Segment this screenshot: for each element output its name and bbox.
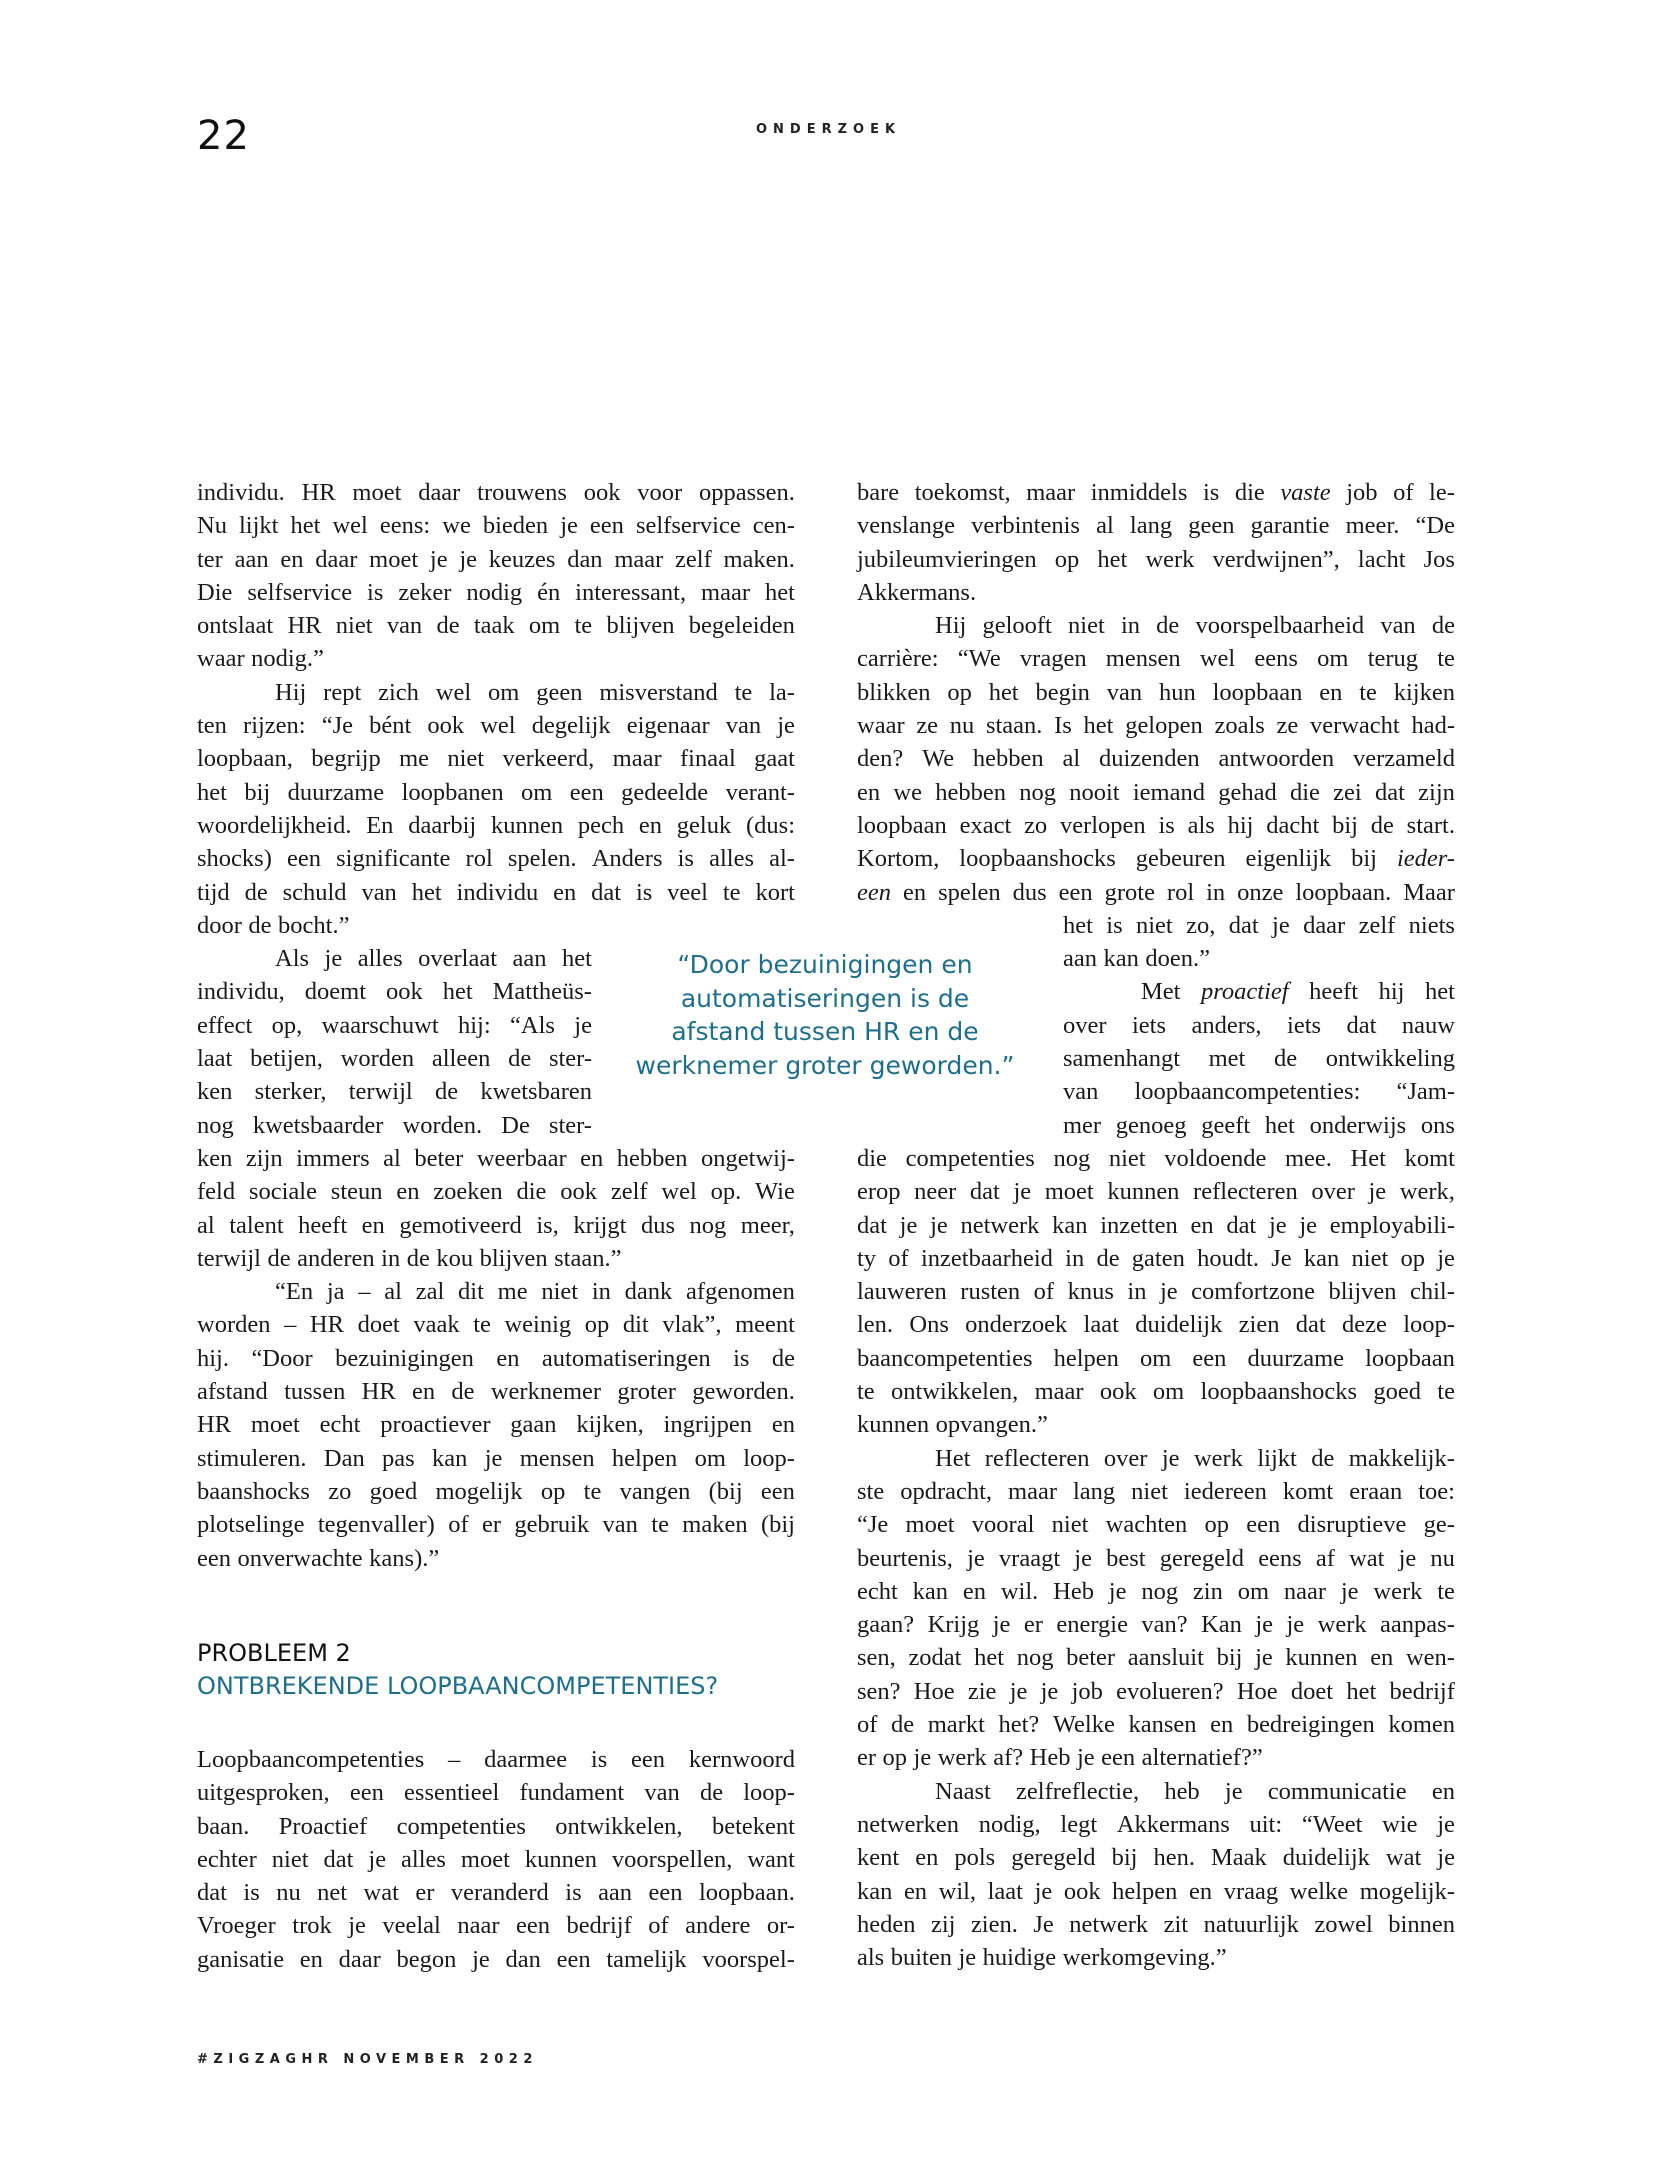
body-text-line: loopbaan, begrijp me niet verkeerd, maar finaal gaat bbox=[197, 745, 795, 772]
body-text-line: individu, doemt ook het Mattheüs- bbox=[197, 978, 592, 1005]
body-text-line: dat is nu net wat er veranderd is aan een loopbaan. bbox=[197, 1879, 795, 1906]
body-text-line: nog kwetsbaarder worden. De ster- bbox=[197, 1112, 592, 1139]
body-text-line: over iets anders, iets dat nauw bbox=[1063, 1012, 1455, 1039]
body-text-line: een onverwachte kans).” bbox=[197, 1545, 440, 1572]
body-text-line: kent en pols geregeld bij hen. Maak duidelijk wat je bbox=[857, 1844, 1455, 1871]
body-text-line: beurtenis, je vraagt je best geregeld eens af wat je nu bbox=[857, 1545, 1455, 1572]
body-text-line: sen, zodat het nog beter aansluit bij je kunnen en wen- bbox=[857, 1644, 1455, 1671]
body-text-line: Hij rept zich wel om geen misverstand te la- bbox=[275, 679, 795, 706]
body-text-line: netwerken nodig, legt Akkermans uit: “Weet wie je bbox=[857, 1811, 1455, 1838]
body-text-line: “En ja – al zal dit me niet in dank afgenomen bbox=[275, 1278, 795, 1305]
body-text-line: door de bocht.” bbox=[197, 912, 350, 939]
body-text-line: dat je je netwerk kan inzetten en dat je je employabili- bbox=[857, 1212, 1455, 1239]
body-text-line: ken zijn immers al beter weerbaar en hebben ongetwij- bbox=[197, 1145, 795, 1172]
body-text-line: te ontwikkelen, maar ook om loopbaanshocks goed te bbox=[857, 1378, 1455, 1405]
body-text-line: blikken op het begin van hun loopbaan en te kijken bbox=[857, 679, 1455, 706]
pull-quote bbox=[615, 948, 1035, 1082]
body-text-line: mer genoeg geeft het onderwijs ons bbox=[1063, 1112, 1455, 1139]
body-text-line: waar ze nu staan. Is het gelopen zoals ze verwacht had- bbox=[857, 712, 1455, 739]
body-text-line: laat betijen, worden alleen de ster- bbox=[197, 1045, 592, 1072]
pull-quote-line: werknemer groter geworden.” bbox=[635, 1050, 1015, 1080]
body-text-line: waar nodig.” bbox=[197, 645, 324, 672]
body-text-line: tijd de schuld van het individu en dat is veel te kort bbox=[197, 879, 795, 906]
body-text-line: venslange verbintenis al lang geen garantie meer. “De bbox=[857, 512, 1455, 539]
body-text-line: bare toekomst, maar inmiddels is die vaste job of le- bbox=[857, 479, 1455, 506]
body-text-line: heden zij zien. Je netwerk zit natuurlijk zowel binnen bbox=[857, 1911, 1455, 1938]
body-text-line: Hij gelooft niet in de voorspelbaarheid van de bbox=[935, 612, 1455, 639]
body-text-line: het bij duurzame loopbanen om een gedeelde verant- bbox=[197, 779, 795, 806]
body-text-line: HR moet echt proactiever gaan kijken, ingrijpen en bbox=[197, 1411, 795, 1438]
body-text-line: Loopbaancompetenties – daarmee is een kernwoord bbox=[197, 1746, 795, 1773]
body-text-line: ty of inzetbaarheid in de gaten houdt. Je kan niet op je bbox=[857, 1245, 1455, 1272]
body-text-line: of de markt het? Welke kansen en bedreigingen komen bbox=[857, 1711, 1455, 1738]
body-text-line: Als je alles overlaat aan het bbox=[275, 945, 592, 972]
body-text-line: baanshocks zo goed mogelijk op te vangen (bij een bbox=[197, 1478, 795, 1505]
page-number: 22 bbox=[197, 113, 250, 159]
body-text-line: echter niet dat je alles moet kunnen voorspellen, want bbox=[197, 1846, 795, 1873]
body-text-line: ken sterker, terwijl de kwetsbaren bbox=[197, 1078, 592, 1105]
body-text-line: en we hebben nog nooit iemand gehad die zei dat zijn bbox=[857, 779, 1455, 806]
body-text-line: een en spelen dus een grote rol in onze loopbaan. Maar bbox=[857, 879, 1455, 906]
body-text-line: samenhangt met de ontwikkeling bbox=[1063, 1045, 1455, 1072]
footer-issue: #ZIGZAGHR NOVEMBER 2022 bbox=[197, 2052, 538, 2067]
body-text-line: plotselinge tegenvaller) of er gebruik van te maken (bij bbox=[197, 1511, 795, 1538]
body-text-line: shocks) een significante rol spelen. Anders is alles al- bbox=[197, 845, 795, 872]
body-text-line: worden – HR doet vaak te weinig op dit vlak”, meent bbox=[197, 1311, 795, 1338]
body-text-line: gaan? Krijg je er energie van? Kan je je werk aanpas- bbox=[857, 1611, 1455, 1638]
body-text-line: echt kan en wil. Heb je nog zin om naar je werk te bbox=[857, 1578, 1455, 1605]
body-text-line: den? We hebben al duizenden antwoorden verzameld bbox=[857, 745, 1455, 772]
body-text-line: loopbaan exact zo verlopen is als hij dacht bij de start. bbox=[857, 812, 1455, 839]
body-text-line: kunnen opvangen.” bbox=[857, 1411, 1048, 1438]
body-text-line: ste opdracht, maar lang niet iedereen komt eraan toe: bbox=[857, 1478, 1455, 1505]
pull-quote-line: afstand tussen HR en de bbox=[671, 1017, 979, 1046]
body-text-line: ganisatie en daar begon je dan een tamelijk voorspel- bbox=[197, 1946, 795, 1973]
body-text-line: individu. HR moet daar trouwens ook voor oppassen. bbox=[197, 479, 795, 506]
body-text-line: Die selfservice is zeker nodig én interessant, maar het bbox=[197, 579, 795, 606]
body-text-line: als buiten je huidige werkomgeving.” bbox=[857, 1944, 1227, 1971]
body-text-line: Met proactief heeft hij het bbox=[1141, 978, 1455, 1005]
body-text-line: carrière: “We vragen mensen wel eens om terug te bbox=[857, 645, 1455, 672]
body-text-line: er op je werk af? Heb je een alternatief?” bbox=[857, 1744, 1263, 1771]
body-text-line: sen? Hoe zie je je job evolueren? Hoe doet het bedrijf bbox=[857, 1678, 1455, 1705]
body-text-line: hij. “Door bezuinigingen en automatiseringen is de bbox=[197, 1345, 795, 1372]
body-text-line: Akkermans. bbox=[857, 579, 977, 606]
body-text-line: ter aan en daar moet je je keuzes dan maar zelf maken. bbox=[197, 546, 795, 573]
body-text-line: uitgesproken, een essentieel fundament van de loop- bbox=[197, 1779, 795, 1806]
body-text-line: het is niet zo, dat je daar zelf niets bbox=[1063, 912, 1455, 939]
body-text-line: al talent heeft en gemotiveerd is, krijgt dus nog meer, bbox=[197, 1212, 795, 1239]
body-text-line: ten rijzen: “Je bént ook wel degelijk eigenaar van je bbox=[197, 712, 795, 739]
body-text-line: terwijl de anderen in de kou blijven staan.” bbox=[197, 1245, 622, 1272]
body-text-line: Het reflecteren over je werk lijkt de makkelijk- bbox=[935, 1445, 1455, 1472]
body-text-line: ontslaat HR niet van de taak om te blijven begeleiden bbox=[197, 612, 795, 639]
body-text-line: baancompetenties helpen om een duurzame loopbaan bbox=[857, 1345, 1455, 1372]
body-text-line: jubileumvieringen op het werk verdwijnen”, lacht Jos bbox=[857, 546, 1455, 573]
body-text-line: van loopbaancompetenties: “Jam- bbox=[1063, 1078, 1455, 1105]
body-text-line: effect op, waarschuwt hij: “Als je bbox=[197, 1012, 592, 1039]
body-text-line: feld sociale steun en zoeken die ook zelf wel op. Wie bbox=[197, 1178, 795, 1205]
section-heading-title: ONTBREKENDE LOOPBAANCOMPETENTIES? bbox=[197, 1672, 719, 1700]
body-text-line: stimuleren. Dan pas kan je mensen helpen om loop- bbox=[197, 1445, 795, 1472]
body-text-line: aan kan doen.” bbox=[1063, 945, 1210, 972]
body-text-line: woordelijkheid. En daarbij kunnen pech en geluk (dus: bbox=[197, 812, 795, 839]
body-text-line: Nu lijkt het wel eens: we bieden je een selfservice cen- bbox=[197, 512, 795, 539]
body-text-line: Naast zelfreflectie, heb je communicatie en bbox=[935, 1778, 1455, 1805]
body-text-line: afstand tussen HR en de werknemer groter geworden. bbox=[197, 1378, 795, 1405]
body-text-line: Vroeger trok je veelal naar een bedrijf of andere or- bbox=[197, 1912, 795, 1939]
body-text-line: kan en wil, laat je ook helpen en vraag welke mogelijk- bbox=[857, 1878, 1455, 1905]
body-text-line: len. Ons onderzoek laat duidelijk zien dat deze loop- bbox=[857, 1311, 1455, 1338]
section-label: ONDERZOEK bbox=[756, 122, 902, 137]
body-text-line: lauweren rusten of knus in je comfortzone blijven chil- bbox=[857, 1278, 1455, 1305]
body-text-line: baan. Proactief competenties ontwikkelen, betekent bbox=[197, 1813, 795, 1840]
pull-quote-line: “Door bezuinigingen en bbox=[677, 950, 973, 979]
body-text-line: erop neer dat je moet kunnen reflecteren over je werk, bbox=[857, 1178, 1455, 1205]
body-text-line: die competenties nog niet voldoende mee. Het komt bbox=[857, 1145, 1455, 1172]
body-text-line: “Je moet vooral niet wachten op een disruptieve ge- bbox=[857, 1511, 1455, 1538]
body-text-line: Kortom, loopbaanshocks gebeuren eigenlijk bij ieder- bbox=[857, 845, 1455, 872]
section-heading-label: PROBLEEM 2 bbox=[197, 1639, 351, 1667]
pull-quote-line: automatiseringen is de bbox=[680, 983, 970, 1013]
